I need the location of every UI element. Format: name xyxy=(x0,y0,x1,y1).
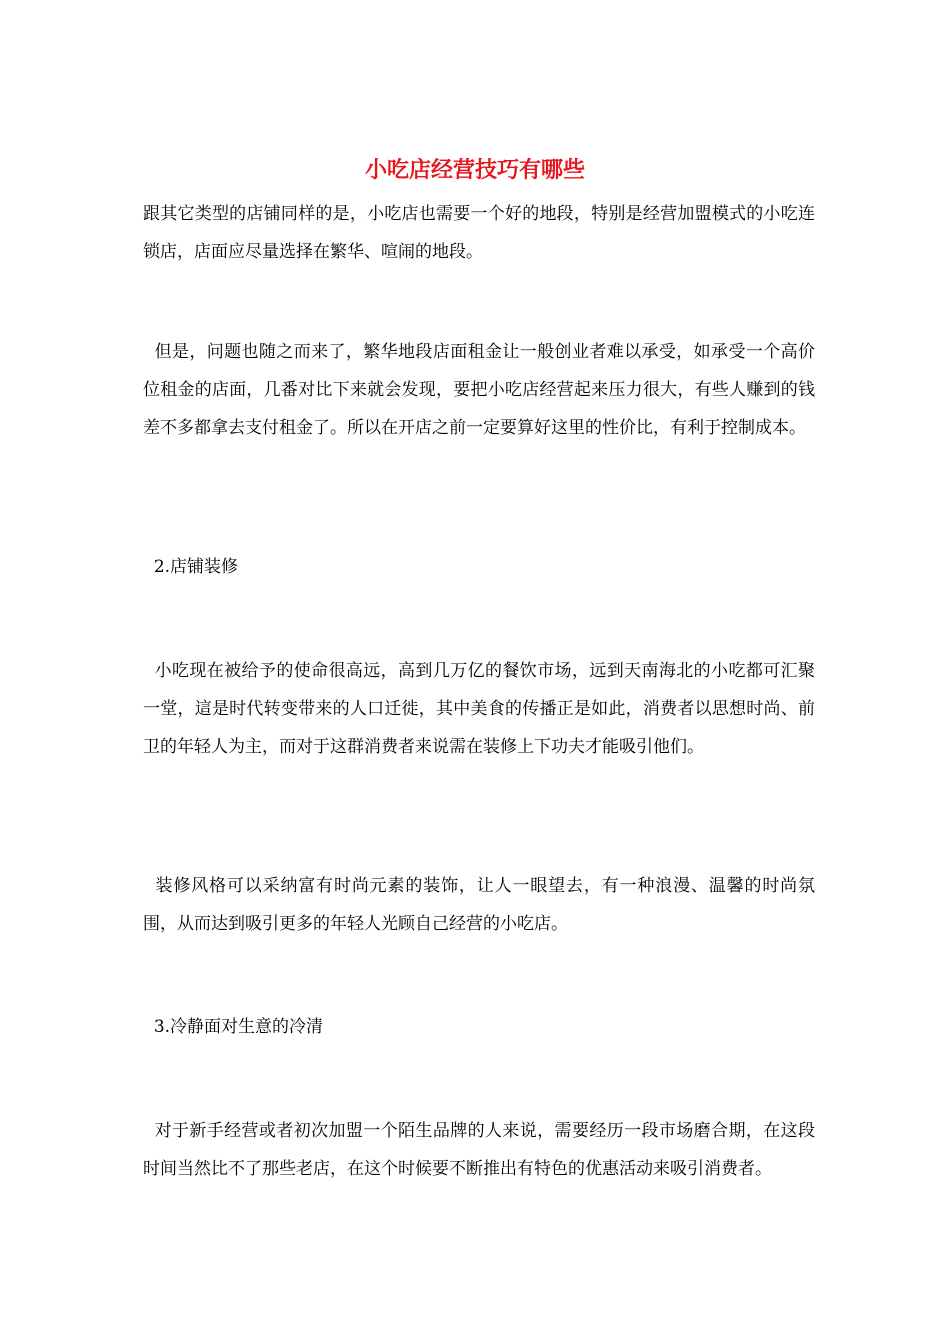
paragraph-new-shop-promotion: 对于新手经营或者初次加盟一个陌生品牌的人来说，需要经历一段市场磨合期，在这段时间当然比不了那些老店，在这个时候要不断推出有特色的优惠活动来吸引消费者。 xyxy=(143,1121,816,1179)
section-heading-calm: 3.冷静面对生意的冷清 xyxy=(143,1017,324,1037)
paragraph-decoration-reason: 小吃现在被给予的使命很高远，高到几万亿的餐饮市场，远到天南海北的小吃都可汇聚一堂，這是时代转变带来的人口迁徙，其中美食的传播正是如此，消费者以思想时尚、前卫的年轻人为主，而对于这群消费者来说需在装修上下功夫才能吸引他们。 xyxy=(143,661,816,757)
paragraph-decoration-style: 装修风格可以采纳富有时尚元素的装饰，让人一眼望去，有一种浪漫、温馨的时尚氛围，从而达到吸引更多的年轻人光顾自己经营的小吃店。 xyxy=(143,876,816,934)
document-title: 小吃店经营技巧有哪些 xyxy=(364,157,585,183)
section-heading-decoration: 2.店铺装修 xyxy=(143,557,239,577)
paragraph-rent-cost: 但是，问题也随之而来了，繁华地段店面租金让一般创业者难以承受，如承受一个高价位租金的店面，几番对比下来就会发现，要把小吃店经营起来压力很大，有些人赚到的钱差不多都拿去支付租金了。所以在开店之前一定要算好这里的性价比，有利于控制成本。 xyxy=(143,342,816,438)
paragraph-location: 跟其它类型的店铺同样的是，小吃店也需要一个好的地段，特别是经营加盟模式的小吃连锁店，店面应尽量选择在繁华、喧闹的地段。 xyxy=(143,204,815,262)
